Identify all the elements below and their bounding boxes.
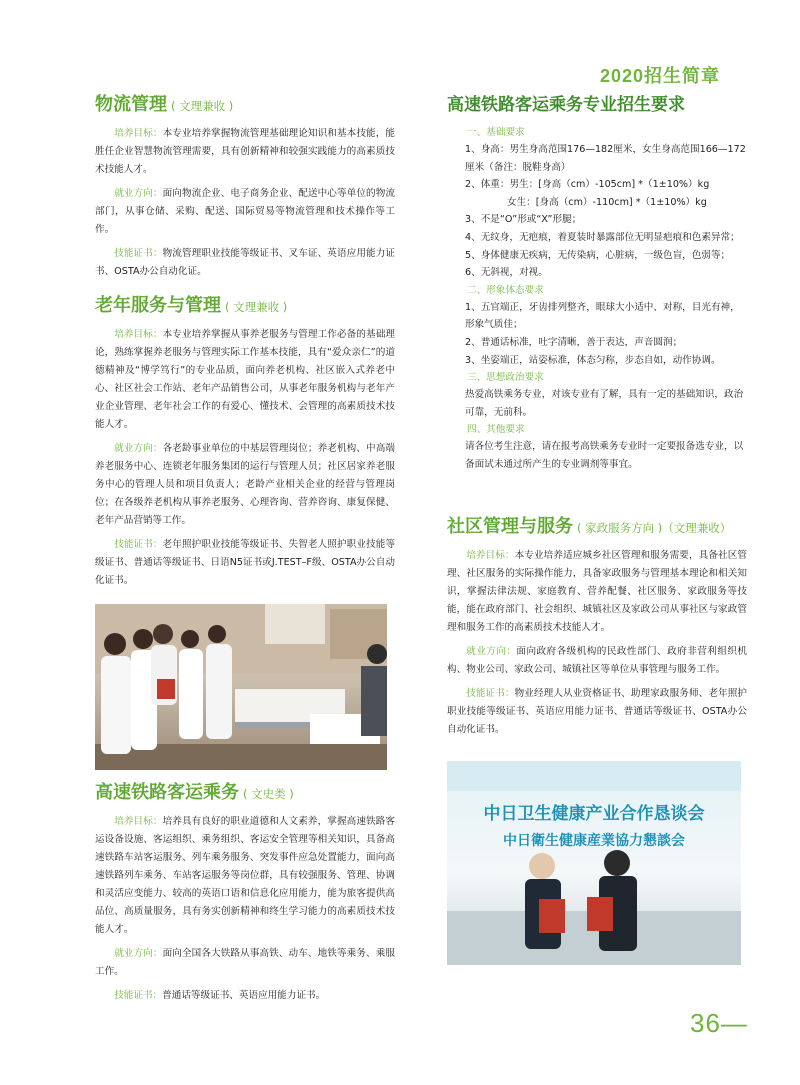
job-paragraph (95, 440, 395, 530)
job-label: 就业方向： (114, 188, 163, 199)
cert-text: 物业经理人从业资格证书、助理家政服务师、老年照护职业技能等级证书、英语应用能力证书、普通话等级证书、OSTA办公自动化证书。 (447, 687, 748, 735)
goal-paragraph (95, 125, 395, 179)
requirement-heading: 一、基础要求 (467, 127, 525, 138)
goal-label: 培养目标： (114, 128, 163, 139)
cert-label: 技能证书： (466, 687, 515, 699)
section-title (447, 514, 747, 541)
section-tag: ( 文理兼收 ) (225, 300, 288, 314)
section-title-text: 高速铁路客运乘务 (95, 782, 239, 803)
cert-paragraph (95, 536, 395, 590)
job-label: 就业方向： (466, 645, 517, 657)
cert-label: 技能证书： (114, 539, 163, 550)
section-title-text: 老年服务与管理 (95, 295, 221, 316)
requirement-item: 请各位考生注意，请在报考高铁乘务专业时一定要报备选专业，以备面试未通过所产生的专业调剂等事宜。 (465, 441, 744, 470)
job-label: 就业方向： (114, 443, 163, 454)
job-text: 面向物流企业、电子商务企业、配送中心等单位的物流部门，从事仓储、采购、配送、国际贸易等物流管理和技术操作等工作。 (95, 188, 396, 235)
section-tag: ( 文理兼收 ) (171, 99, 234, 113)
requirements-list (447, 124, 747, 474)
signing-ceremony-photo (447, 761, 741, 965)
community-service-section (447, 514, 747, 739)
section-title (95, 293, 395, 320)
job-paragraph (447, 643, 747, 679)
requirement-item: 3、不是“O”形或“X”形腿； (465, 214, 582, 226)
goal-paragraph (95, 326, 395, 434)
requirement-item: 女生：[身高（cm）-110cm] *（1±10%）kg (507, 196, 707, 208)
goal-label: 培养目标： (114, 816, 163, 827)
job-text: 各老龄事业单位的中基层管理岗位；养老机构、中高端养老服务中心、连锁老年服务集团的运行与管理人员；社区居家养老服务中心的管理人员和项目负责人；老龄产业相关企业的经营与管理岗位；在各级养老机构从事养老服务、心理咨询、营养咨询、康复保健、老年产品营销等工作。 (95, 443, 396, 526)
goal-paragraph (447, 547, 747, 637)
section-title (95, 780, 395, 807)
cert-label: 技能证书： (114, 990, 163, 1001)
requirement-item: 4、无纹身，无疤痕，着夏装时暴露部位无明显疤痕和色素异常； (465, 231, 740, 243)
nursing-training-photo (95, 604, 387, 770)
elderly-care-section (95, 293, 395, 590)
requirement-item: 1、五官端正，牙齿排列整齐，眼球大小适中、对称，目光有神，形象气质佳； (465, 301, 740, 331)
signing-photo-illustration (447, 761, 741, 965)
goal-text: 本专业培养掌握物流管理基础理论知识和基本技能，能胜任企业智慧物流管理需要，具有创新精神和较强实践能力的高素质技术技能人才。 (95, 128, 396, 175)
cert-paragraph (447, 685, 747, 739)
requirements-title: 高速铁路客运乘务专业招生要求 (447, 95, 685, 115)
section-title-text: 社区管理与服务 (447, 515, 573, 537)
requirement-item: 3、坐姿端正，站姿标准，体态匀称，步态自如，动作协调。 (465, 354, 721, 366)
section-tag: ( 家政服务方向 )（文理兼收） (577, 520, 732, 535)
railway-requirements-section (447, 92, 747, 474)
goal-text: 本专业培养掌握从事养老服务与管理工作必备的基础理论，熟练掌握养老服务与管理实际工作基本技能，具有“爱众亲仁”的道德精神及“博学笃行”的专业品质，面向养老机构、社区嵌入式养老中心、社区社会工作站、老年产品销售公司，从事老年服务机构与老年产业企业管理、老年社会工作的有爱心、懂技术、会管理的高素质技术技能人才。 (95, 329, 396, 430)
cert-paragraph (95, 987, 395, 1005)
railway-service-section (95, 780, 395, 1005)
cert-text: 老年照护职业技能等级证书、失智老人照护职业技能等级证书、普通话等级证书、日语N5证书或J.TEST–F级、OSTA办公自动化证书。 (95, 539, 396, 586)
cert-text: 物流管理职业技能等级证书、叉车证、英语应用能力证书、OSTA办公自动化证。 (95, 248, 396, 277)
job-paragraph (95, 185, 395, 239)
requirement-heading: 二、形象体态要求 (467, 284, 544, 296)
goal-text: 本专业培养适应城乡社区管理和服务需要，具备社区管理、社区服务的实际操作能力，具备家政服务与管理基本理论和相关知识，掌握法律法规、家庭教育、营养配餐、社区服务、家政服务等技能，能在政府部门、社会组织、城镇社区及家政公司从事社区与家政管理和服务工作的高素质技术技能人才。 (447, 549, 748, 633)
page-number: 36— (690, 1008, 748, 1038)
left-column (95, 92, 395, 1005)
nursing-photo-illustration (95, 604, 387, 770)
goal-label: 培养目标： (114, 329, 163, 340)
logistics-section (95, 92, 395, 281)
cert-text: 普通话等级证书、英语应用能力证书。 (162, 990, 326, 1001)
cert-label: 技能证书： (114, 248, 163, 259)
section-title-text: 物流管理 (95, 94, 167, 115)
job-paragraph (95, 945, 395, 981)
banner-line-2: 中日衛生健康産業協力懇談会 (503, 832, 685, 849)
requirement-item: 2、体重：男生：[身高（cm）-105cm] *（1±10%）kg (465, 179, 710, 191)
goal-text: 培养具有良好的职业道德和人文素养，掌握高速铁路客运设备设施、客运组织、乘务组织、客运安全管理等相关知识，具备高速铁路车站客运服务、列车乘务服务、突发事件应急处置能力，面向高速铁路列车乘务、车站客运服务等岗位群，具有较强服务、管理、协调和灵活应变能力、较高的英语口语和信息化应用能力，能为旅客提供高品位、高质量服务，具有务实创新精神和终生学习能力的高素质技术技能人才。 (95, 816, 396, 935)
cert-paragraph (95, 245, 395, 281)
brochure-title: 2020招生简章 (600, 66, 721, 86)
job-label: 就业方向： (114, 948, 163, 959)
requirement-item: 5、身体健康无疾病，无传染病，心脏病，一级色盲，色弱等； (465, 249, 731, 261)
job-text: 面向政府各级机构的民政性部门、政府非营利组织机构、物业公司、家政公司、城镇社区等单位从事管理与服务工作。 (447, 645, 748, 675)
requirement-item: 2、普通话标准，吐字清晰，善于表达，声音圆润； (465, 336, 683, 348)
requirement-item: 热爱高铁乘务专业，对该专业有了解，具有一定的基础知识，政治可靠，无前科。 (465, 389, 744, 418)
section-title (95, 92, 395, 119)
requirement-item: 6、无斜视，对视。 (465, 267, 548, 279)
banner-line-1: 中日卫生健康产业合作恳谈会 (483, 803, 705, 824)
goal-paragraph (95, 813, 395, 939)
right-column (447, 92, 747, 965)
job-text: 面向全国各大铁路从事高铁、动车、地铁等乘务、乘服工作。 (95, 948, 396, 977)
requirement-item: 1、身高：男生身高范围176—182厘米，女生身高范围166—172厘米（备注：脱鞋身高） (465, 144, 746, 173)
goal-label: 培养目标： (466, 549, 515, 561)
requirement-heading: 三、思想政治要求 (467, 372, 544, 384)
requirement-heading: 四、其他要求 (467, 424, 525, 436)
section-tag: ( 文史类 ) (243, 787, 294, 801)
